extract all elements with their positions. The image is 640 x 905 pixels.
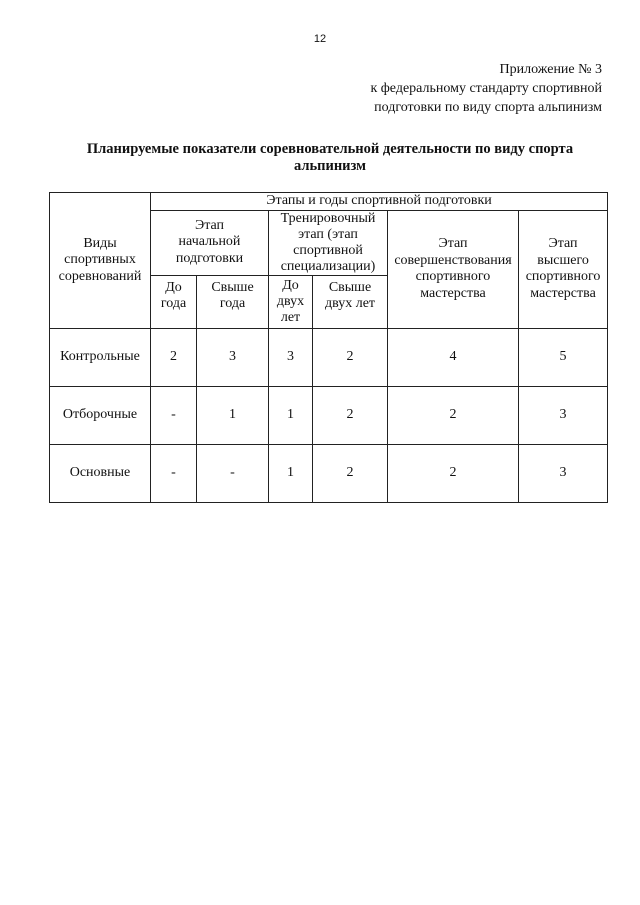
stage-initial-line: подготовки [175, 250, 244, 266]
value-cell: 1 [197, 386, 269, 444]
table-row [50, 328, 608, 386]
subheader-training-over [313, 275, 388, 328]
stage-training-line: этап (этап [298, 226, 358, 242]
value-cell: 3 [519, 386, 608, 444]
row-name: Контрольные [50, 328, 151, 386]
stage-training-line: спортивной [293, 242, 363, 258]
stage-improvement-header [388, 210, 519, 328]
subheader-line: До [282, 277, 299, 293]
value-cell: 3 [519, 444, 608, 502]
row-header-cell [50, 193, 151, 329]
appendix-note [302, 60, 602, 117]
competition-indicators-table [49, 192, 608, 503]
stage-training-line: Тренировочный [280, 210, 376, 226]
table-row [50, 386, 608, 444]
title-line-2: альпинизм [293, 158, 367, 174]
title-line-1: Планируемые показатели соревновательной деятельности по виду спорта [86, 141, 574, 157]
stage-improvement-line: мастерства [420, 285, 486, 301]
table-row [50, 444, 608, 502]
stage-initial-header [151, 210, 269, 275]
appendix-line-3: подготовки по виду спорта альпинизм [374, 100, 602, 115]
subheader-initial-over [197, 275, 269, 328]
appendix-line-2: к федеральному стандарту спортивной [370, 81, 602, 96]
subheader-line: лет [280, 309, 301, 325]
stage-highest-header [519, 210, 608, 328]
subheader-line: года [160, 296, 187, 311]
value-cell: - [197, 444, 269, 502]
stage-training-line: специализации) [280, 258, 376, 274]
value-cell: - [151, 444, 197, 502]
stage-highest-line: Этап [548, 236, 578, 251]
value-cell: 3 [269, 328, 313, 386]
header-row-top [50, 193, 608, 211]
subheader-training-upto [269, 275, 313, 328]
value-cell: 2 [388, 386, 519, 444]
subheader-line: года [219, 296, 246, 311]
row-header-line: Виды [83, 235, 117, 251]
value-cell: 3 [197, 328, 269, 386]
row-header-line: соревнований [58, 268, 142, 284]
value-cell: 2 [313, 386, 388, 444]
document-title [60, 141, 600, 175]
row-name: Отборочные [50, 386, 151, 444]
value-cell: 2 [313, 328, 388, 386]
stage-highest-line: спортивного [525, 269, 601, 284]
subheader-line: Свыше [211, 279, 254, 295]
subheader-initial-upto [151, 275, 197, 328]
subheader-line: Свыше [328, 279, 372, 295]
group-header-cell: Этапы и годы спортивной подготовки [151, 193, 608, 211]
stage-initial-line: Этап [194, 217, 225, 233]
page-number: 12 [313, 33, 327, 45]
stage-initial-line: начальной [178, 234, 241, 250]
stage-improvement-line: Этап [438, 236, 468, 251]
stage-training-header [269, 210, 388, 275]
value-cell: 1 [269, 386, 313, 444]
value-cell: 2 [151, 328, 197, 386]
subheader-line: До [165, 279, 182, 295]
row-name: Основные [50, 444, 151, 502]
subheader-line: двух лет [324, 296, 376, 311]
value-cell: 4 [388, 328, 519, 386]
value-cell: 5 [519, 328, 608, 386]
subheader-line: двух [276, 293, 305, 309]
appendix-line-1: Приложение № 3 [499, 62, 602, 77]
row-header-line: спортивных [64, 252, 136, 267]
value-cell: 2 [313, 444, 388, 502]
value-cell: 2 [388, 444, 519, 502]
stage-improvement-line: спортивного [415, 269, 491, 284]
value-cell: - [151, 386, 197, 444]
stage-highest-line: высшего [537, 252, 589, 268]
stage-improvement-line: совершенствования [394, 252, 512, 268]
stage-highest-line: мастерства [530, 285, 596, 301]
value-cell: 1 [269, 444, 313, 502]
